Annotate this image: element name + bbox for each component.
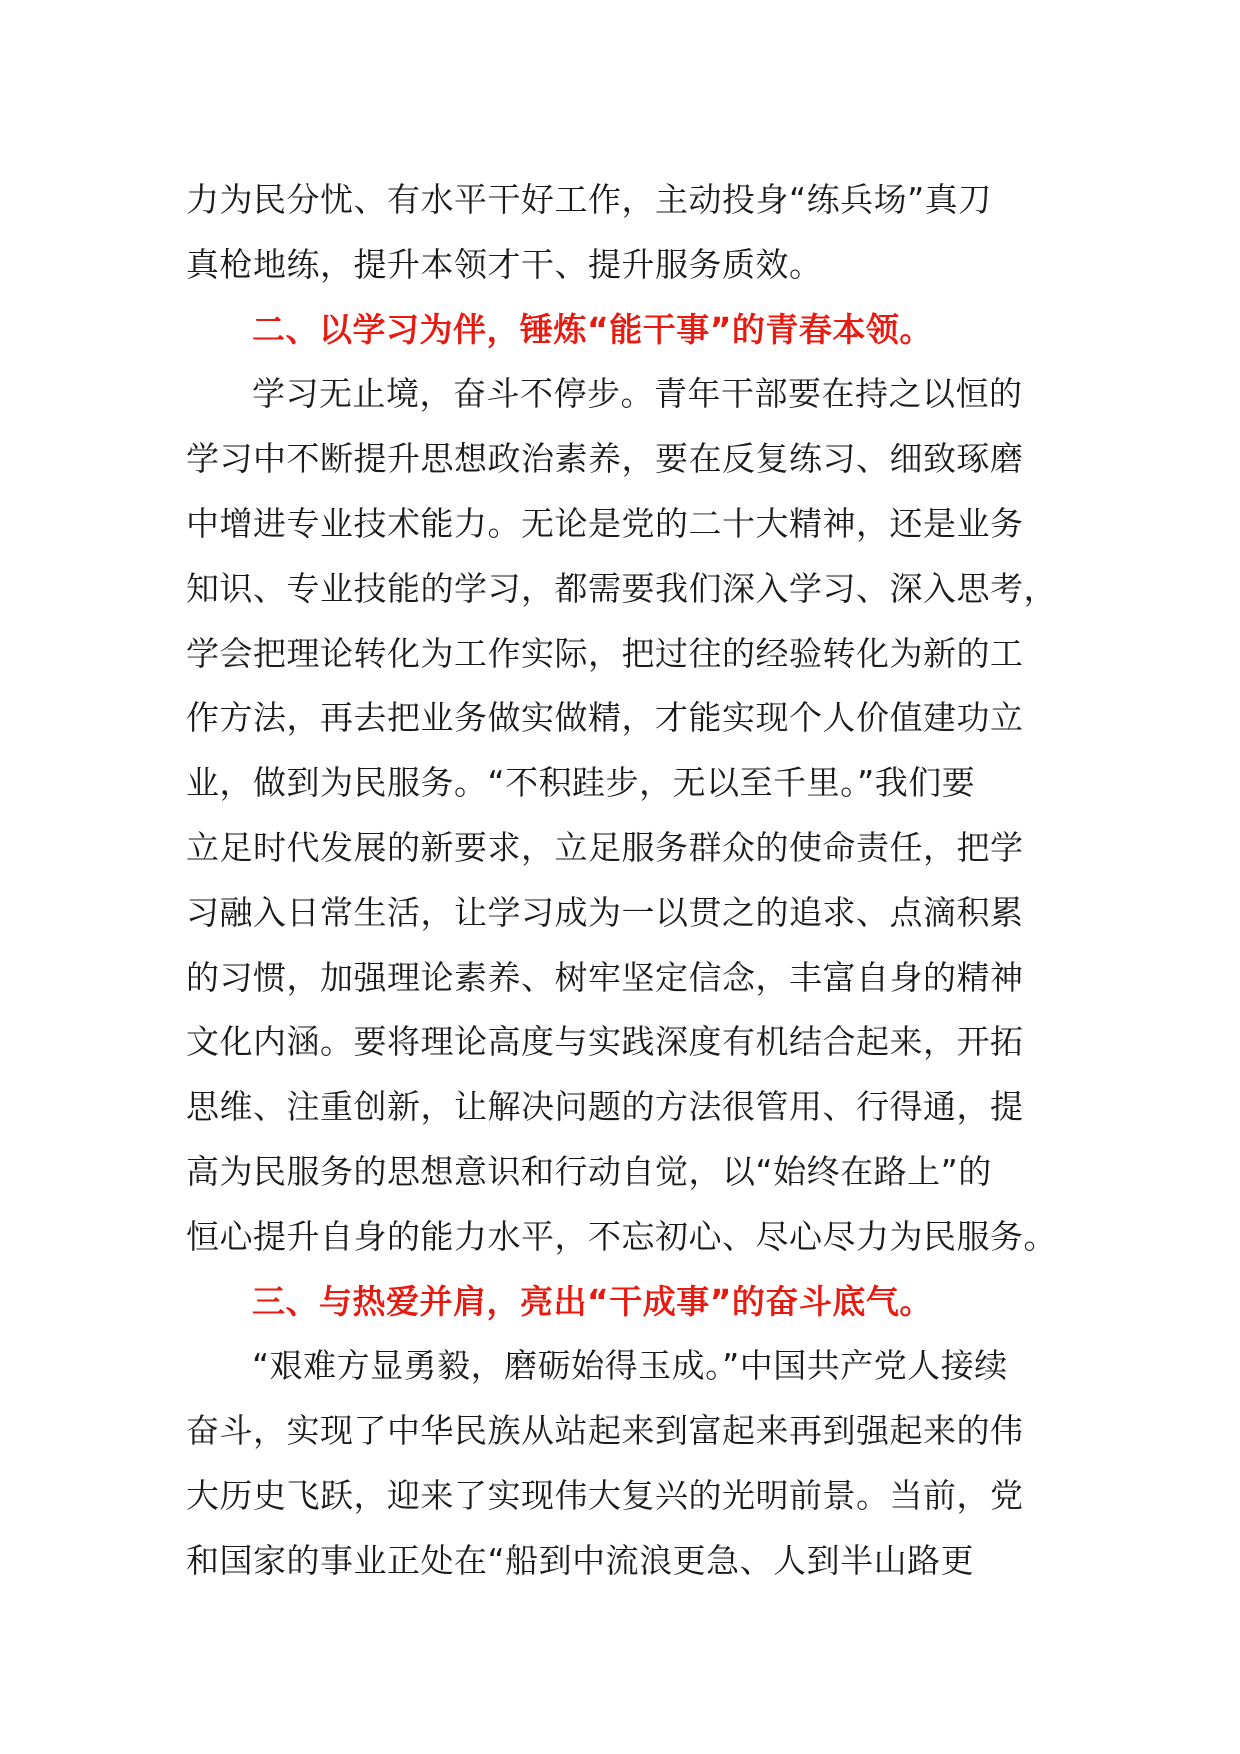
body-line: 高为民服务的思想意识和行动自觉，以“始终在路上”的 [186,1151,992,1191]
body-line: 恒心提升自身的能力水平，不忘初心、尽心尽力为民服务。 [186,1216,1057,1256]
section-heading: 二、以学习为伴，锤炼“能干事”的青春本领。 [252,309,933,349]
body-line: 业，做到为民服务。“不积跬步，无以至千里。”我们要 [186,763,976,803]
body-line: 作方法，再去把业务做实做精，才能实现个人价值建功立 [186,698,1024,738]
body-line: 学会把理论转化为工作实际，把过往的经验转化为新的工 [186,633,1024,673]
body-line: 的习惯，加强理论素养、树牢坚定信念，丰富自身的精神 [186,957,1024,997]
body-line: 中增进专业技术能力。无论是党的二十大精神，还是业务 [186,503,1024,543]
body-line: 习融入日常生活，让学习成为一以贯之的追求、点滴积累 [186,892,1024,932]
section-heading: 三、与热爱并肩，亮出“干成事”的奋斗底气。 [252,1281,933,1321]
body-line: 和国家的事业正处在“船到中流浪更急、人到半山路更 [186,1540,975,1580]
body-line: 学习中不断提升思想政治素养，要在反复练习、细致琢磨 [186,439,1024,479]
body-line: 大历史飞跃，迎来了实现伟大复兴的光明前景。当前，党 [186,1475,1024,1515]
body-line: 知识、专业技能的学习，都需要我们深入学习、深入思考， [186,568,1057,608]
body-line: 真枪地练，提升本领才干、提升服务质效。 [186,244,823,284]
body-line: 立足时代发展的新要求，立足服务群众的使命责任，把学 [186,827,1024,867]
paragraph-first-line: 学习无止境，奋斗不停步。青年干部要在持之以恒的 [252,374,1023,414]
body-line: 思维、注重创新，让解决问题的方法很管用、行得通，提 [186,1087,1024,1127]
body-line: 文化内涵。要将理论高度与实践深度有机结合起来，开拓 [186,1022,1024,1062]
body-line: 力为民分忧、有水平干好工作，主动投身“练兵场”真刀 [186,180,992,219]
document-body [186,168,1066,1594]
paragraph-first-line: “艰难方显勇毅，磨砺始得玉成。”中国共产党人接续 [252,1346,1008,1386]
body-line: 奋斗，实现了中华民族从站起来到富起来再到强起来的伟 [186,1411,1024,1451]
